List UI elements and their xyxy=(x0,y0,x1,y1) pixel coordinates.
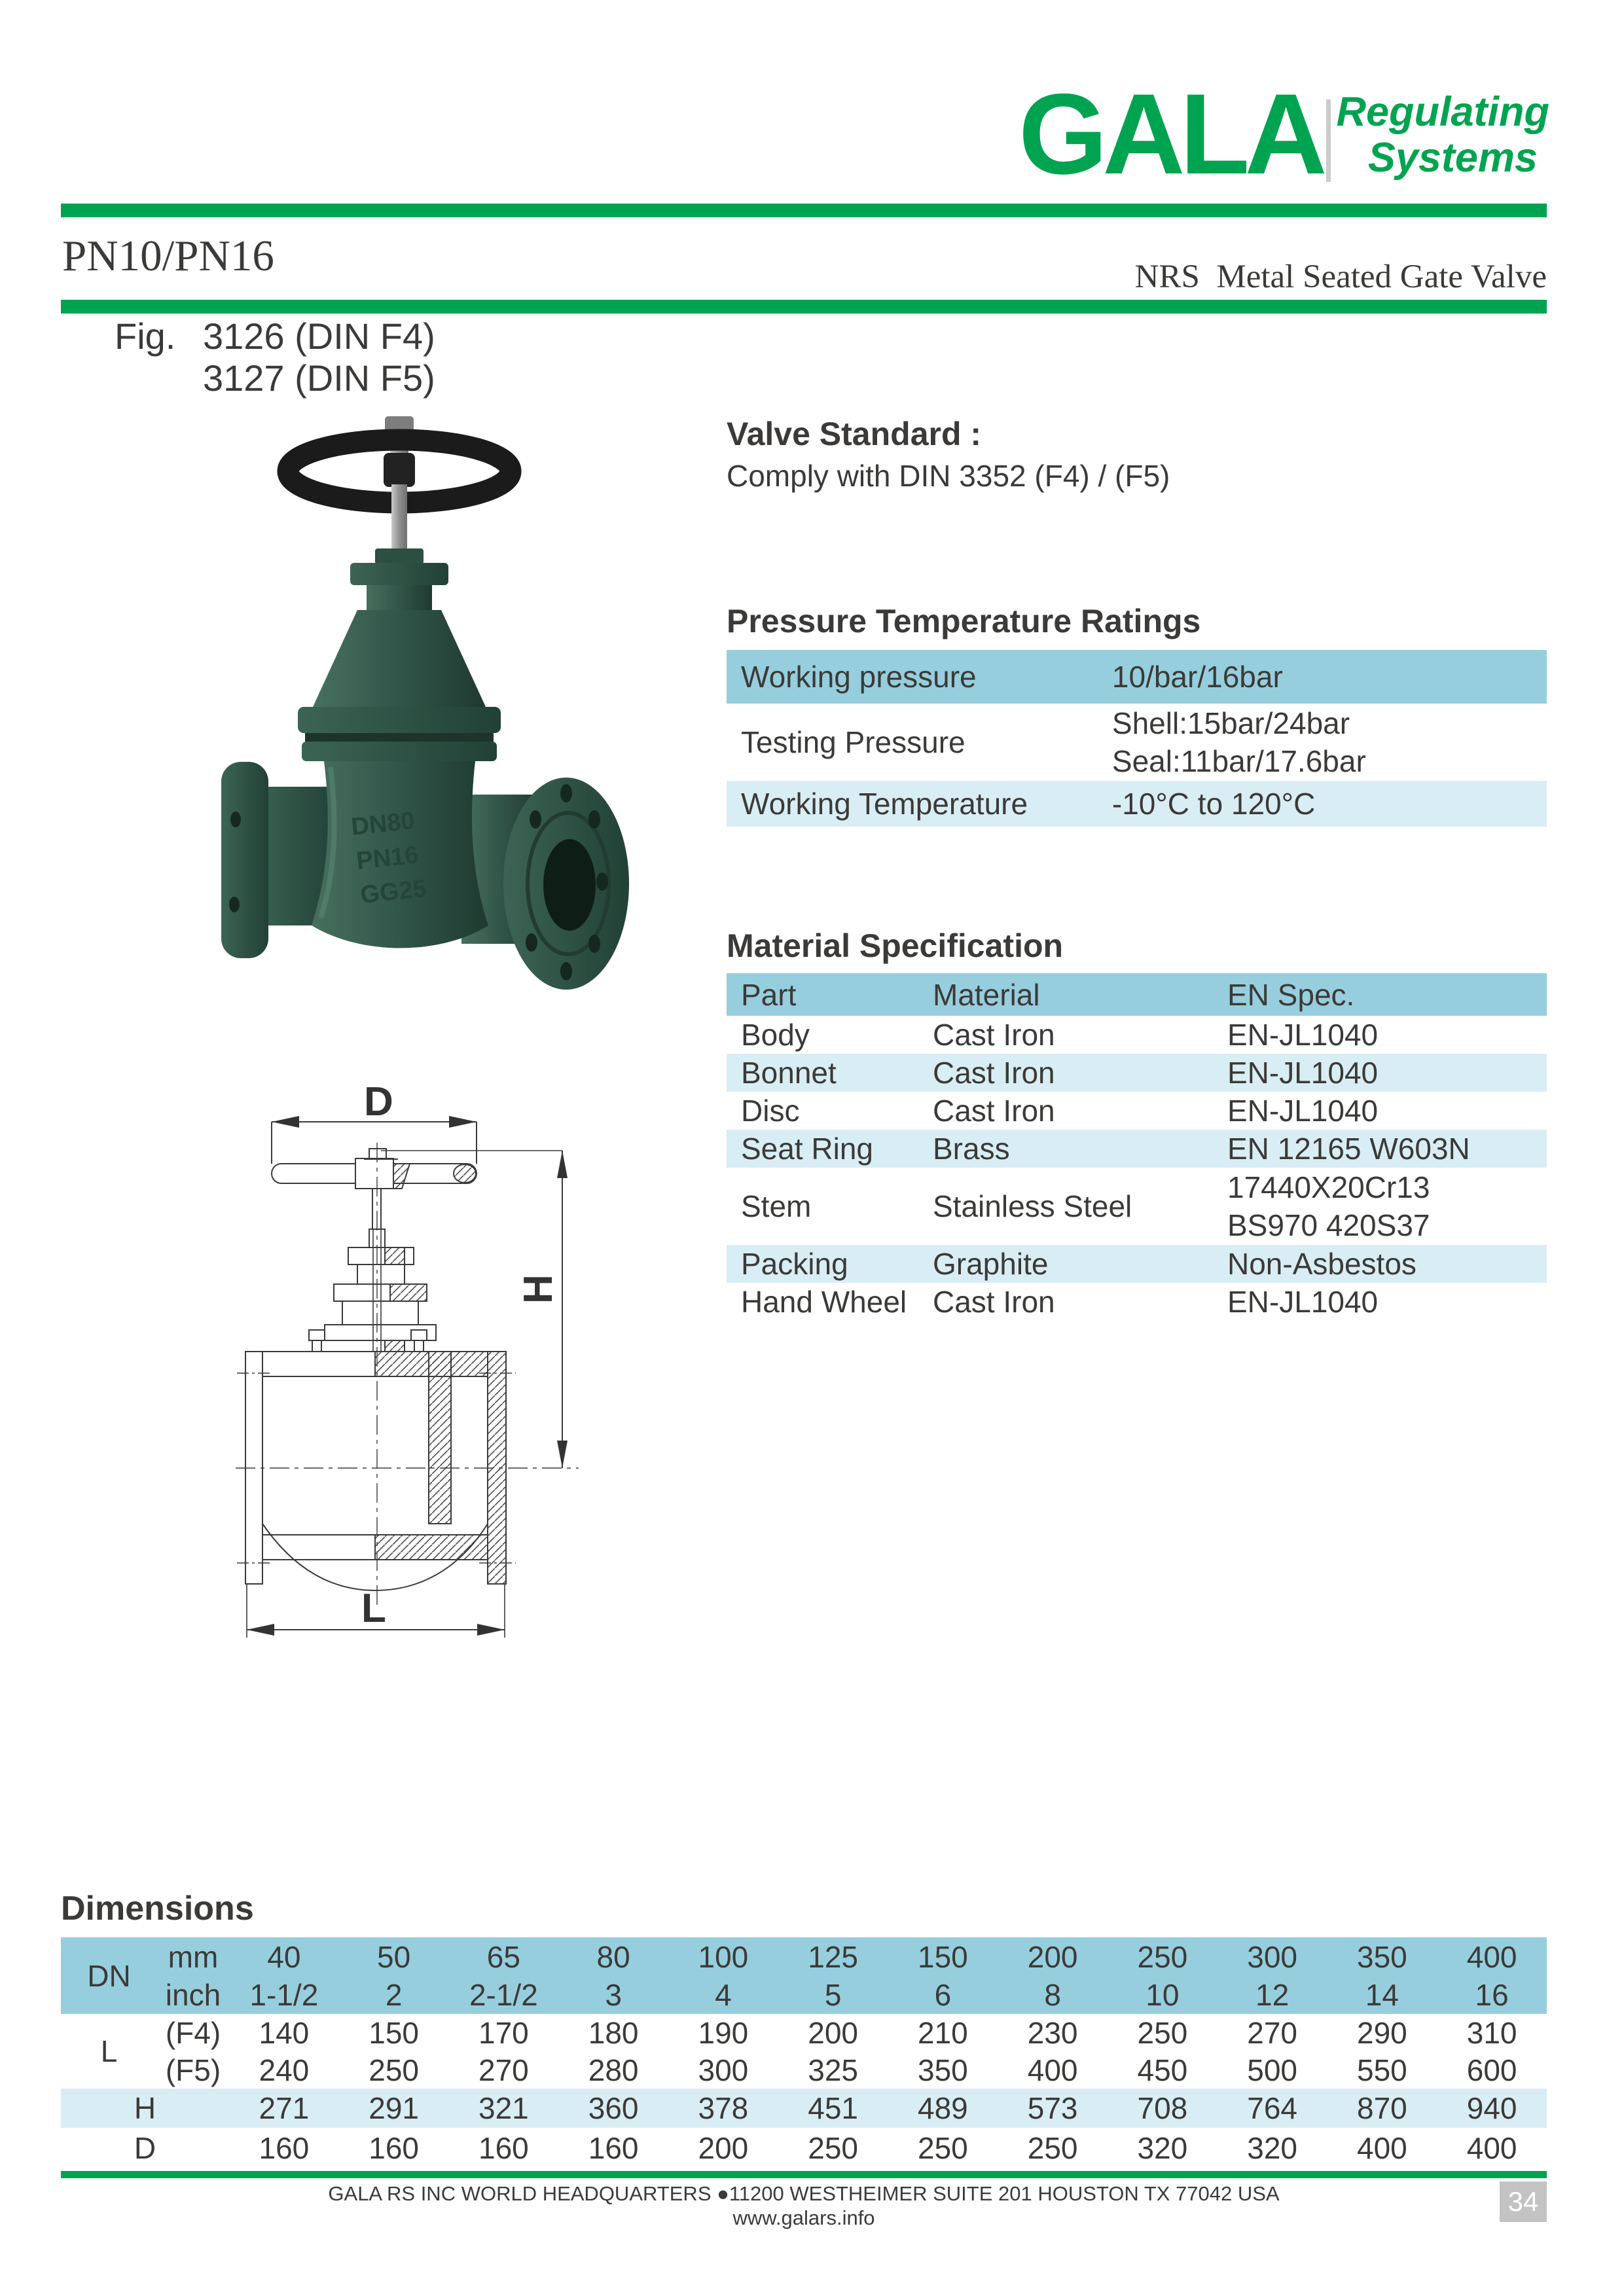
flange-bore xyxy=(543,839,596,931)
spec-line: EN 12165 W603N xyxy=(1227,1132,1470,1166)
l-f5-cell: 240 xyxy=(259,2053,310,2087)
drawing-geometry xyxy=(236,1116,579,1638)
product-title: NRS Metal Seated Gate Valve xyxy=(1134,259,1547,295)
row-label: Working Temperature xyxy=(741,787,1028,821)
l-f4-cell: 310 xyxy=(1466,2015,1517,2050)
dn-inch-cell: 16 xyxy=(1475,1978,1509,2012)
dn-mm-cell: 250 xyxy=(1137,1939,1188,1974)
row-label: Testing Pressure xyxy=(741,725,965,759)
l-f4-cell: 190 xyxy=(698,2015,749,2050)
row-label: DN xyxy=(87,1958,131,1993)
gasket-line xyxy=(305,733,494,742)
spec-cell xyxy=(1227,1130,1547,1168)
l-f5-cell: 325 xyxy=(808,2053,858,2087)
material-cell: Stainless Steel xyxy=(933,1189,1132,1223)
figure-line-1: 3126 (DIN F4) xyxy=(203,315,435,357)
dn-inch-cell: 5 xyxy=(824,1978,842,2012)
row-label: L xyxy=(100,2034,118,2068)
arrowhead xyxy=(477,1624,505,1636)
part-cell: Packing xyxy=(741,1247,848,1281)
dn-inch-cell: 3 xyxy=(605,1978,622,2012)
h-cell: 360 xyxy=(588,2091,639,2125)
table-row xyxy=(727,1283,1547,1321)
l-f5-cell: 350 xyxy=(918,2053,968,2087)
bolt-hole xyxy=(588,810,600,829)
material-cell: Brass xyxy=(933,1132,1010,1166)
h-cell: 321 xyxy=(478,2091,529,2125)
l-f5-cell: 450 xyxy=(1137,2053,1188,2087)
spec-cell xyxy=(1227,1092,1547,1130)
h-cell: 489 xyxy=(918,2091,968,2125)
row-label: inch xyxy=(165,1978,221,2012)
l-f4-cell: 180 xyxy=(588,2015,639,2050)
h-cell: 573 xyxy=(1027,2091,1078,2125)
dn-mm-cell: 40 xyxy=(267,1939,301,1974)
bolt-hole xyxy=(560,784,572,802)
bolt-hole xyxy=(229,897,240,912)
part-cell: Stem xyxy=(741,1189,812,1223)
d-cell: 320 xyxy=(1247,2130,1297,2165)
figure-label: Fig. xyxy=(115,315,176,357)
pressure-class-title: PN10/PN16 xyxy=(62,232,274,280)
part-cell: Bonnet xyxy=(741,1056,837,1090)
brand-tagline-line1: Regulating xyxy=(1336,89,1549,135)
dn-mm-cell: 400 xyxy=(1466,1939,1517,1974)
dn-inch-cell: 10 xyxy=(1146,1978,1180,2012)
h-cell: 940 xyxy=(1466,2091,1517,2125)
dimensions-table xyxy=(61,1937,1547,2168)
row-value xyxy=(1112,704,1547,780)
pressure-ratings-heading: Pressure Temperature Ratings xyxy=(727,603,1201,639)
dn-inch-cell: 4 xyxy=(715,1978,732,2012)
brand-logo: GALA xyxy=(1019,71,1322,198)
dn-mm-cell: 80 xyxy=(596,1939,630,1974)
valve-standard-heading: Valve Standard : xyxy=(727,416,982,452)
casting-mark-dn: DN80 xyxy=(350,807,416,841)
h-cell: 764 xyxy=(1247,2091,1297,2125)
spec-cell xyxy=(1227,1016,1547,1054)
row-value-line: Shell:15bar/24bar xyxy=(1111,706,1350,740)
table-row xyxy=(727,781,1547,827)
table-row xyxy=(727,704,1547,781)
d-cell: 400 xyxy=(1466,2130,1517,2165)
l-f4-cell: 140 xyxy=(259,2015,310,2050)
brand-tagline-line2: Systems xyxy=(1367,135,1538,181)
table-row xyxy=(727,1245,1547,1283)
spec-line: Non-Asbestos xyxy=(1227,1247,1416,1281)
d-cell: 160 xyxy=(369,2130,419,2165)
spec-cell xyxy=(1227,1168,1547,1244)
valve-photo-shapes xyxy=(221,416,629,990)
dn-inch-cell: 6 xyxy=(934,1978,952,2012)
casting-mark-pn: PN16 xyxy=(355,841,420,875)
spec-cell xyxy=(1227,1054,1547,1092)
h-cell: 271 xyxy=(259,2091,310,2125)
dn-inch-cell: 14 xyxy=(1365,1978,1399,2012)
body-flange xyxy=(302,742,497,761)
bolt-hole xyxy=(588,935,600,953)
table-row xyxy=(727,650,1547,704)
h-cell: 870 xyxy=(1357,2091,1407,2125)
arrowhead xyxy=(557,1441,568,1468)
dn-inch-cell: 2 xyxy=(385,1978,403,2012)
l-f5-cell: 600 xyxy=(1466,2053,1517,2087)
page-number-badge xyxy=(1500,2181,1547,2222)
row-label: mm xyxy=(168,1939,219,1974)
l-f4-cell: 170 xyxy=(478,2015,529,2050)
l-f4-cell: 200 xyxy=(808,2015,858,2050)
dimensions-l-rows xyxy=(61,2014,1547,2089)
spec-line: BS970 420S37 xyxy=(1227,1208,1430,1242)
dimensions-h-row xyxy=(61,2089,1547,2128)
dimensions-header xyxy=(61,1937,1547,2014)
brand-tagline xyxy=(1335,89,1549,181)
dn-mm-cell: 200 xyxy=(1027,1939,1078,1974)
column-header: Part xyxy=(741,977,797,1012)
material-spec-body xyxy=(727,1016,1547,1321)
figure-lines xyxy=(203,315,435,399)
d-cell: 400 xyxy=(1357,2130,1407,2165)
figure-line-2: 3127 (DIN F5) xyxy=(203,357,435,399)
dim-label-d: D xyxy=(364,1079,393,1124)
material-cell: Graphite xyxy=(933,1247,1049,1281)
dimensions-d-row xyxy=(61,2128,1547,2168)
valve-standard-body: Comply with DIN 3352 (F4) / (F5) xyxy=(727,459,1170,493)
l-f5-cell: 270 xyxy=(478,2053,529,2087)
spec-line: EN-JL1040 xyxy=(1227,1094,1379,1128)
footer-rule xyxy=(61,2171,1547,2178)
d-cell: 250 xyxy=(918,2130,968,2165)
part-cell: Body xyxy=(741,1018,810,1052)
spec-line: EN-JL1040 xyxy=(1227,1285,1379,1319)
gland-nut xyxy=(375,548,424,564)
bonnet xyxy=(313,610,486,707)
column-header: EN Spec. xyxy=(1227,977,1355,1012)
l-f4-cell: 250 xyxy=(1137,2015,1188,2050)
h-cell: 451 xyxy=(808,2091,858,2125)
row-label: D xyxy=(134,2130,156,2165)
yoke-plate xyxy=(350,563,448,585)
logo-divider xyxy=(1326,99,1331,182)
row-label: (F5) xyxy=(165,2053,221,2087)
bolt-hole xyxy=(526,933,537,952)
page-number: 34 xyxy=(1507,2186,1539,2217)
table-row xyxy=(727,1092,1547,1130)
arrowhead xyxy=(449,1116,477,1128)
l-f5-cell: 550 xyxy=(1357,2053,1407,2087)
l-f5-cell: 250 xyxy=(369,2053,419,2087)
dim-label-l: L xyxy=(361,1586,386,1631)
part-cell: Seat Ring xyxy=(741,1132,874,1166)
dn-mm-cell: 125 xyxy=(808,1939,858,1974)
row-value-line: Seal:11bar/17.6bar xyxy=(1111,744,1366,778)
dn-inch-cell: 1-1/2 xyxy=(249,1978,319,2012)
spec-cell xyxy=(1227,1245,1547,1283)
l-f5-cell: 500 xyxy=(1247,2053,1297,2087)
arrowhead xyxy=(557,1151,568,1178)
d-cell: 250 xyxy=(808,2130,858,2165)
table-row xyxy=(727,1054,1547,1092)
table-header-row xyxy=(727,973,1547,1016)
bolt-hole xyxy=(560,962,572,980)
dn-inch-cell: 8 xyxy=(1044,1978,1061,2012)
row-label: Working pressure xyxy=(741,660,977,694)
row-label: (F4) xyxy=(165,2015,221,2050)
handwheel-hub xyxy=(384,453,415,487)
dimension-drawing xyxy=(236,1066,589,1648)
casting-mark-gg: GG25 xyxy=(359,874,428,909)
arrowhead xyxy=(272,1116,299,1128)
material-cell: Cast Iron xyxy=(933,1094,1055,1128)
spec-line: EN-JL1040 xyxy=(1227,1056,1379,1090)
l-f4-cell: 270 xyxy=(1247,2015,1297,2050)
l-f5-cell: 400 xyxy=(1027,2053,1078,2087)
bonnet-flange xyxy=(298,707,501,733)
column-header: Material xyxy=(933,977,1040,1012)
l-f4-cell: 290 xyxy=(1357,2015,1407,2050)
spec-line: 17440X20Cr13 xyxy=(1227,1170,1430,1204)
l-f5-cell: 300 xyxy=(698,2053,749,2087)
d-cell: 250 xyxy=(1027,2130,1078,2165)
h-cell: 378 xyxy=(698,2091,749,2125)
spec-line: EN-JL1040 xyxy=(1227,1018,1379,1052)
bolt-hole xyxy=(230,812,241,827)
dimensions-heading: Dimensions xyxy=(61,1890,254,1928)
l-f4-cell: 210 xyxy=(918,2015,968,2050)
dn-mm-cell: 100 xyxy=(698,1939,749,1974)
material-cell: Cast Iron xyxy=(933,1285,1055,1319)
spec-cell xyxy=(1227,1283,1547,1321)
l-f4-cell: 150 xyxy=(369,2015,419,2050)
header-rule-top xyxy=(61,204,1547,217)
bolt-hole xyxy=(596,872,608,891)
d-cell: 320 xyxy=(1137,2130,1188,2165)
left-flange xyxy=(221,762,268,958)
dn-mm-cell: 50 xyxy=(377,1939,411,1974)
arrowhead xyxy=(247,1624,274,1636)
dim-label-h: H xyxy=(516,1274,561,1304)
d-cell: 160 xyxy=(259,2130,310,2165)
valve-photo xyxy=(190,401,648,996)
material-spec-table xyxy=(727,973,1547,1321)
footer-website: www.galars.info xyxy=(732,2206,875,2229)
table-row xyxy=(727,1016,1547,1054)
l-f5-cell: 280 xyxy=(588,2053,639,2087)
table-row xyxy=(727,1130,1547,1168)
bolt-hole xyxy=(530,810,541,829)
material-cell: Cast Iron xyxy=(933,1056,1055,1090)
d-cell: 160 xyxy=(478,2130,529,2165)
h-cell: 291 xyxy=(369,2091,419,2125)
row-value: -10°C to 120°C xyxy=(1111,787,1316,821)
figure-numbers xyxy=(115,315,435,399)
table-row xyxy=(727,1168,1547,1245)
l-f4-cell: 230 xyxy=(1027,2015,1078,2050)
footer xyxy=(61,2181,1547,2230)
d-cell: 200 xyxy=(698,2130,749,2165)
pressure-ratings-table xyxy=(727,650,1547,827)
h-cell: 708 xyxy=(1137,2091,1188,2125)
row-label: H xyxy=(134,2091,156,2125)
d-cell: 160 xyxy=(588,2130,639,2165)
footer-address: GALA RS INC WORLD HEADQUARTERS ●11200 WESTHEIMER SUITE 201 HOUSTON TX 77042 USA xyxy=(328,2182,1280,2205)
dn-inch-cell: 12 xyxy=(1255,1978,1290,2012)
dn-inch-cell: 2-1/2 xyxy=(469,1978,538,2012)
row-value: 10/bar/16bar xyxy=(1111,660,1283,694)
header-rule-bottom xyxy=(61,300,1547,314)
dn-mm-cell: 65 xyxy=(486,1939,520,1974)
part-cell: Hand Wheel xyxy=(741,1285,907,1319)
dn-mm-cell: 350 xyxy=(1357,1939,1407,1974)
dn-mm-cell: 300 xyxy=(1247,1939,1297,1974)
material-spec-heading: Material Specification xyxy=(727,927,1064,964)
part-cell: Disc xyxy=(741,1094,800,1128)
material-cell: Cast Iron xyxy=(933,1018,1055,1052)
dn-mm-cell: 150 xyxy=(918,1939,968,1974)
